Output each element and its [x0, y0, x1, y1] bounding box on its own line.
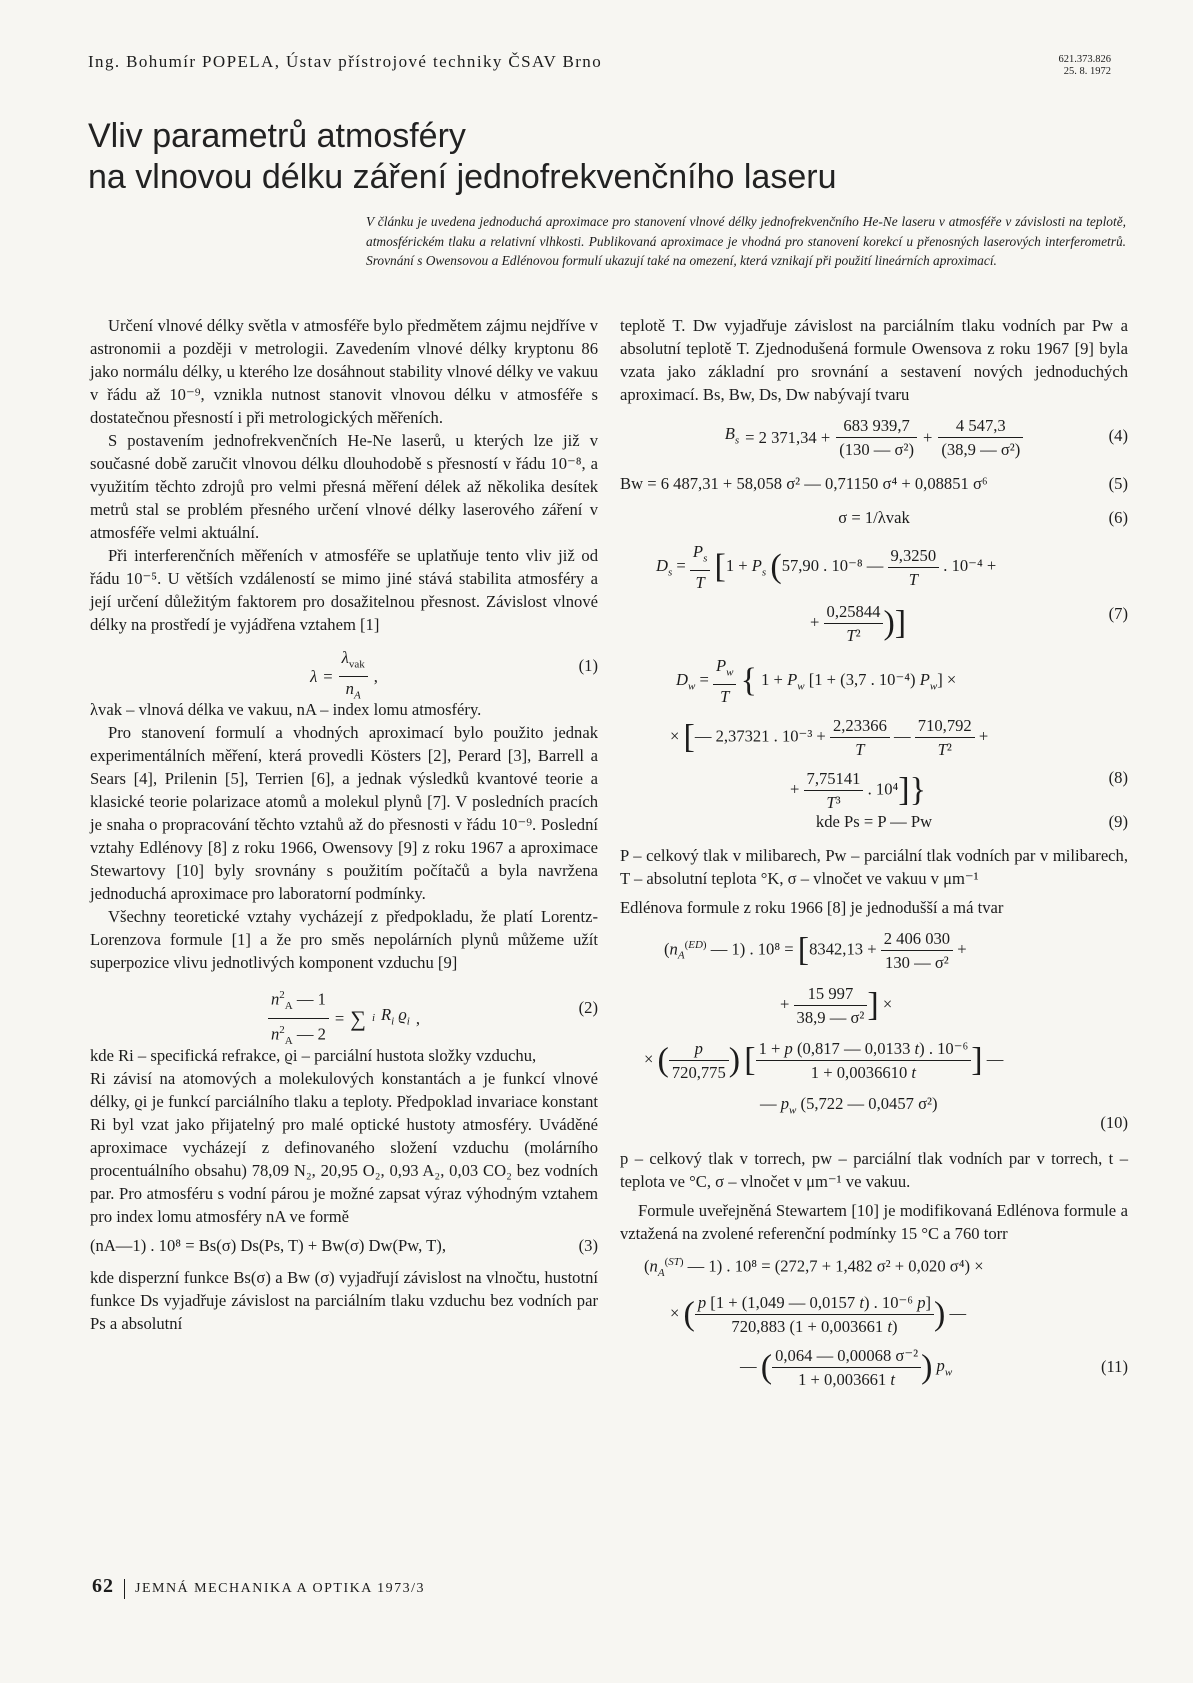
paragraph: λvak – vlnová délka ve vakuu, nA – index lomu atmosféry. — [90, 700, 482, 719]
equation-6 — [620, 506, 1128, 534]
equation-10: ($n_A^{(ED)}$ — 1) . 10⁸ = [8342,13 + $\frac{2 406 030}{\text{130 — σ²}}$ + + $\frac{15 997}{\text{38,9 — σ²}}$ ] × × ( $\frac{p}{720,775}$ ) [ $\frac{\text{1 + p (0,817 — 0,0133 t) . 10⁻⁶}}{1 + 0,0036610 t}$ ] — — $p_w$ (5,722 — 0,0457 σ²) (10) — [644, 929, 1128, 1132]
equation-2: $\frac{n^2_A — 1}{n^2_A — 2}$ = ∑ i $R_i$ $ϱ_i$ , (2) — [90, 980, 598, 1038]
title-line-2: na vlnovou délku záření jednofrekvenčního laseru — [88, 158, 837, 196]
left-column — [90, 314, 598, 1335]
paragraph: Pro stanovení formulí a vhodných aproximací bylo použito jednak experimentálních měření, která provedli Kösters [2], Perard [3], Barrell a Sears [4], Prilenin [5], Terrien [6], a jednak výsledků kvantové teorie a klasické teorie polarizace atomů a molekul plynů [7]. V posledních pracích je snaha o propracování těchto vztahů až do přesnosti v řádu 10⁻⁹. Poslední vztahy Edlénovy [8] z roku 1966, Owensovy [9] z roku 1967 a aproximace Stewartovy [10] byly srovnány s použitím počítačů a byla navržena jednoduchá aproximace pro laboratorní podmínky. — [90, 723, 598, 903]
paragraph: Určení vlnové délky světla v atmosféře bylo předmětem zájmu nejdříve v astronomii a později v metrologii. Zavedením vlnové délky kryptonu 86 jako normálu délky, u kterého lze dosáhnout stability vlnové délky ve vakuu v řádu až 10⁻⁹, vznikla nutnost stanovit vlnovou délku v atmosféře s dostatečnou přesností i při metrologických měřeních. — [90, 316, 598, 427]
page-footer — [92, 1575, 425, 1599]
equation-number: (9) — [1108, 812, 1128, 831]
paragraph: Ri závisí na atomových a molekulových konstantách a je funkcí vlnové délky, ϱi je funkcí parciálního tlaku a teploty. Předpoklad invariace konstant Ri byl vzat jako přijatelný pro malé optické hustoty atmosféry. Uváděné aproximace vycházejí z definovaného složení vzduchu (molárního procentuálního obsahu) 78,09 N₂, 20,95 O₂, 0,93 A₂, 0,03 CO₂ bez vodních par. Pro atmosféru s vodní párou je možné zapsat výraz výhodným vztahem pro index lomu atmosféry nA ve formě — [90, 1069, 598, 1226]
title-line-1: Vliv parametrů atmosféry — [88, 117, 466, 155]
equation-3 — [90, 1234, 598, 1260]
equation-number: (3) — [578, 1236, 598, 1255]
equation-number: (8) — [1108, 768, 1128, 787]
equation-7: $D_s$ = $\frac{P_s}{T}$ [$1 + P_s$ (57,90 . 10⁻⁸ — $\frac{9,3250}{T}$ . 10⁻⁴ + + $\frac{0,25844}{\text{T²}}$ )] (7) — [656, 542, 1128, 646]
udc-block — [1059, 54, 1112, 78]
equation-number: (4) — [1108, 426, 1128, 445]
equation-number: (2) — [578, 998, 598, 1017]
equation-body: (nA—1) . 10⁸ = Bs(σ) Ds(Ps, T) + Bw(σ) Dw(Pw, T), — [90, 1236, 446, 1255]
equation-number: (5) — [1108, 474, 1128, 493]
paragraph: Formule uveřejněná Stewartem [10] je modifikovaná Edlénova formule a vztažená na zvolené referenční podmínky 15 °C a 760 torr — [620, 1201, 1128, 1243]
equation-1: λ = $\frac{\lambda_{vak}}{n_A}$ , (1) — [310, 648, 598, 702]
equation-4: $B_s$ = 2 371,34 + $\frac{683 939,7}{\text{(130 — σ²)}}$ + $\frac{4 547,3}{\text{(38,9 — σ²)}}$ (4) — [724, 416, 1128, 459]
footer-divider — [124, 1579, 125, 1599]
equation-11: ($n_A^{(ST)}$ — 1) . 10⁸ = (272,7 + 1,482 σ² + 0,020 σ⁴) × × ( $\frac{\text{p [1 + (1,049 — 0,0157 t) . 10⁻⁶ p]}}{720,883 (1 + 0,003661 t)}$ ) — — ( $\frac{\text{0,064 — 0,00068 σ⁻²}}{1 + 0,003661 t}$ ) $p_w$ (11) — [644, 1256, 1128, 1389]
equation-body: kde Ps = P — Pw — [815, 812, 933, 831]
abstract: V článku je uvedena jednoduchá aproximace pro stanovení vlnové délky jednofrekvenčního He-Ne laseru v atmosféře v závislosti na teplotě, atmosférickém tlaku a relativní vlhkosti. Publikovaná aproximace je vhodná pro stanovení korekcí u přenosných laserových interferometrů. Srovnání s Owensovou a Edlénovou formulí ukazují také na omezení, která vznikají při použití lineárních aproximací. — [366, 214, 1126, 268]
author-line: Ing. Bohumír POPELA, Ústav přístrojové techniky ČSAV Brno — [88, 52, 603, 71]
paragraph: Edlénova formule z roku 1966 [8] je jednodušší a má tvar — [620, 898, 1004, 917]
article-title — [88, 116, 1088, 198]
journal-name: JEMNÁ MECHANIKA A OPTIKA 1973/3 — [135, 1581, 425, 1596]
received-date: 25. 8. 1972 — [1063, 66, 1111, 77]
equation-number: (11) — [1100, 1357, 1128, 1376]
equation-number: (10) — [1100, 1113, 1128, 1132]
equation-body: σ = 1/λvak — [838, 508, 910, 527]
equation-5 — [620, 472, 1128, 498]
right-column — [620, 314, 1128, 1397]
paragraph: P – celkový tlak v milibarech, Pw – parciální tlak vodních par v milibarech, T – absolutní teplota °K, σ – vlnočet ve vakuu v μm⁻¹ — [620, 846, 1128, 888]
equation-body: Bw = 6 487,31 + 58,058 σ² — 0,71150 σ⁴ + 0,08851 σ⁶ — [620, 474, 988, 493]
equation-8: $D_w$ = $\frac{P_w}{T}$ { $1 + P_w$ [1 + (3,7 . 10⁻⁴) $P_w$] × × [— 2,37321 . 10⁻³ + $\frac{2,23366}{T}$ — $\frac{710,792}{\text{T²}}$ + + $\frac{7,75141}{\text{T³}}$ . 10⁴]} (8) — [670, 656, 1128, 813]
paragraph: S postavením jednofrekvenčních He-Ne laserů, u kterých lze již v současné době zaručit vlnovou délku dlouhodobě s přesností v řádu 10⁻⁸, a využitím těchto zdrojů pro velmi přesná měření délek až několika desítek metrů stal se problém přesného určení vlnové délky laserového záření v atmosféře velmi aktuální. — [90, 431, 598, 542]
udc-code: 621.373.826 — [1058, 54, 1111, 65]
page-number: 62 — [92, 1575, 114, 1597]
equation-9 — [620, 810, 1128, 838]
paragraph: kde Ri – specifická refrakce, ϱi – parciální hustota složky vzduchu, — [90, 1046, 537, 1065]
equation-number: (7) — [1108, 604, 1128, 623]
paragraph: kde disperzní funkce Bs(σ) a Bw (σ) vyjadřují závislost na vlnočtu, hustotní funkce Ds vyjadřuje závislost na parciálním tlaku vzduchu bez vodních par Ps a absolutní — [90, 1268, 598, 1333]
paragraph: teplotě T. Dw vyjadřuje závislost na parciálním tlaku vodních par Pw a absolutní teplotě T. Zjednodušená formule Owensova z roku 1967 [9] byla vzata jako základní pro srovnání a sestavení nových jednoduchých aproximací. Bs, Bw, Ds, Dw nabývají tvaru — [620, 316, 1128, 404]
equation-number: (1) — [578, 656, 598, 675]
equation-number: (6) — [1108, 508, 1128, 527]
paragraph: Při interferenčních měřeních v atmosféře se uplatňuje tento vliv již od řádu 10⁻⁵. U větších vzdáleností se mimo jiné stává stabilita atmosféry a její určení důležitým faktorem pro dosažitelnou přesnost. Závislost vlnové délky na prostředí je vyjádřena vztahem [1] — [90, 546, 598, 634]
paragraph: Všechny teoretické vztahy vycházejí z předpokladu, že platí Lorentz-Lorenzova formule [1] a že pro směs nepolárních plynů můžeme užít superpozice vlivu jednotlivých komponent vzduchu [9] — [90, 907, 598, 972]
paragraph: p – celkový tlak v torrech, pw – parciální tlak vodních par v torrech, t – teplota ve °C, σ – vlnočet v μm⁻¹ ve vakuu. — [620, 1149, 1128, 1191]
